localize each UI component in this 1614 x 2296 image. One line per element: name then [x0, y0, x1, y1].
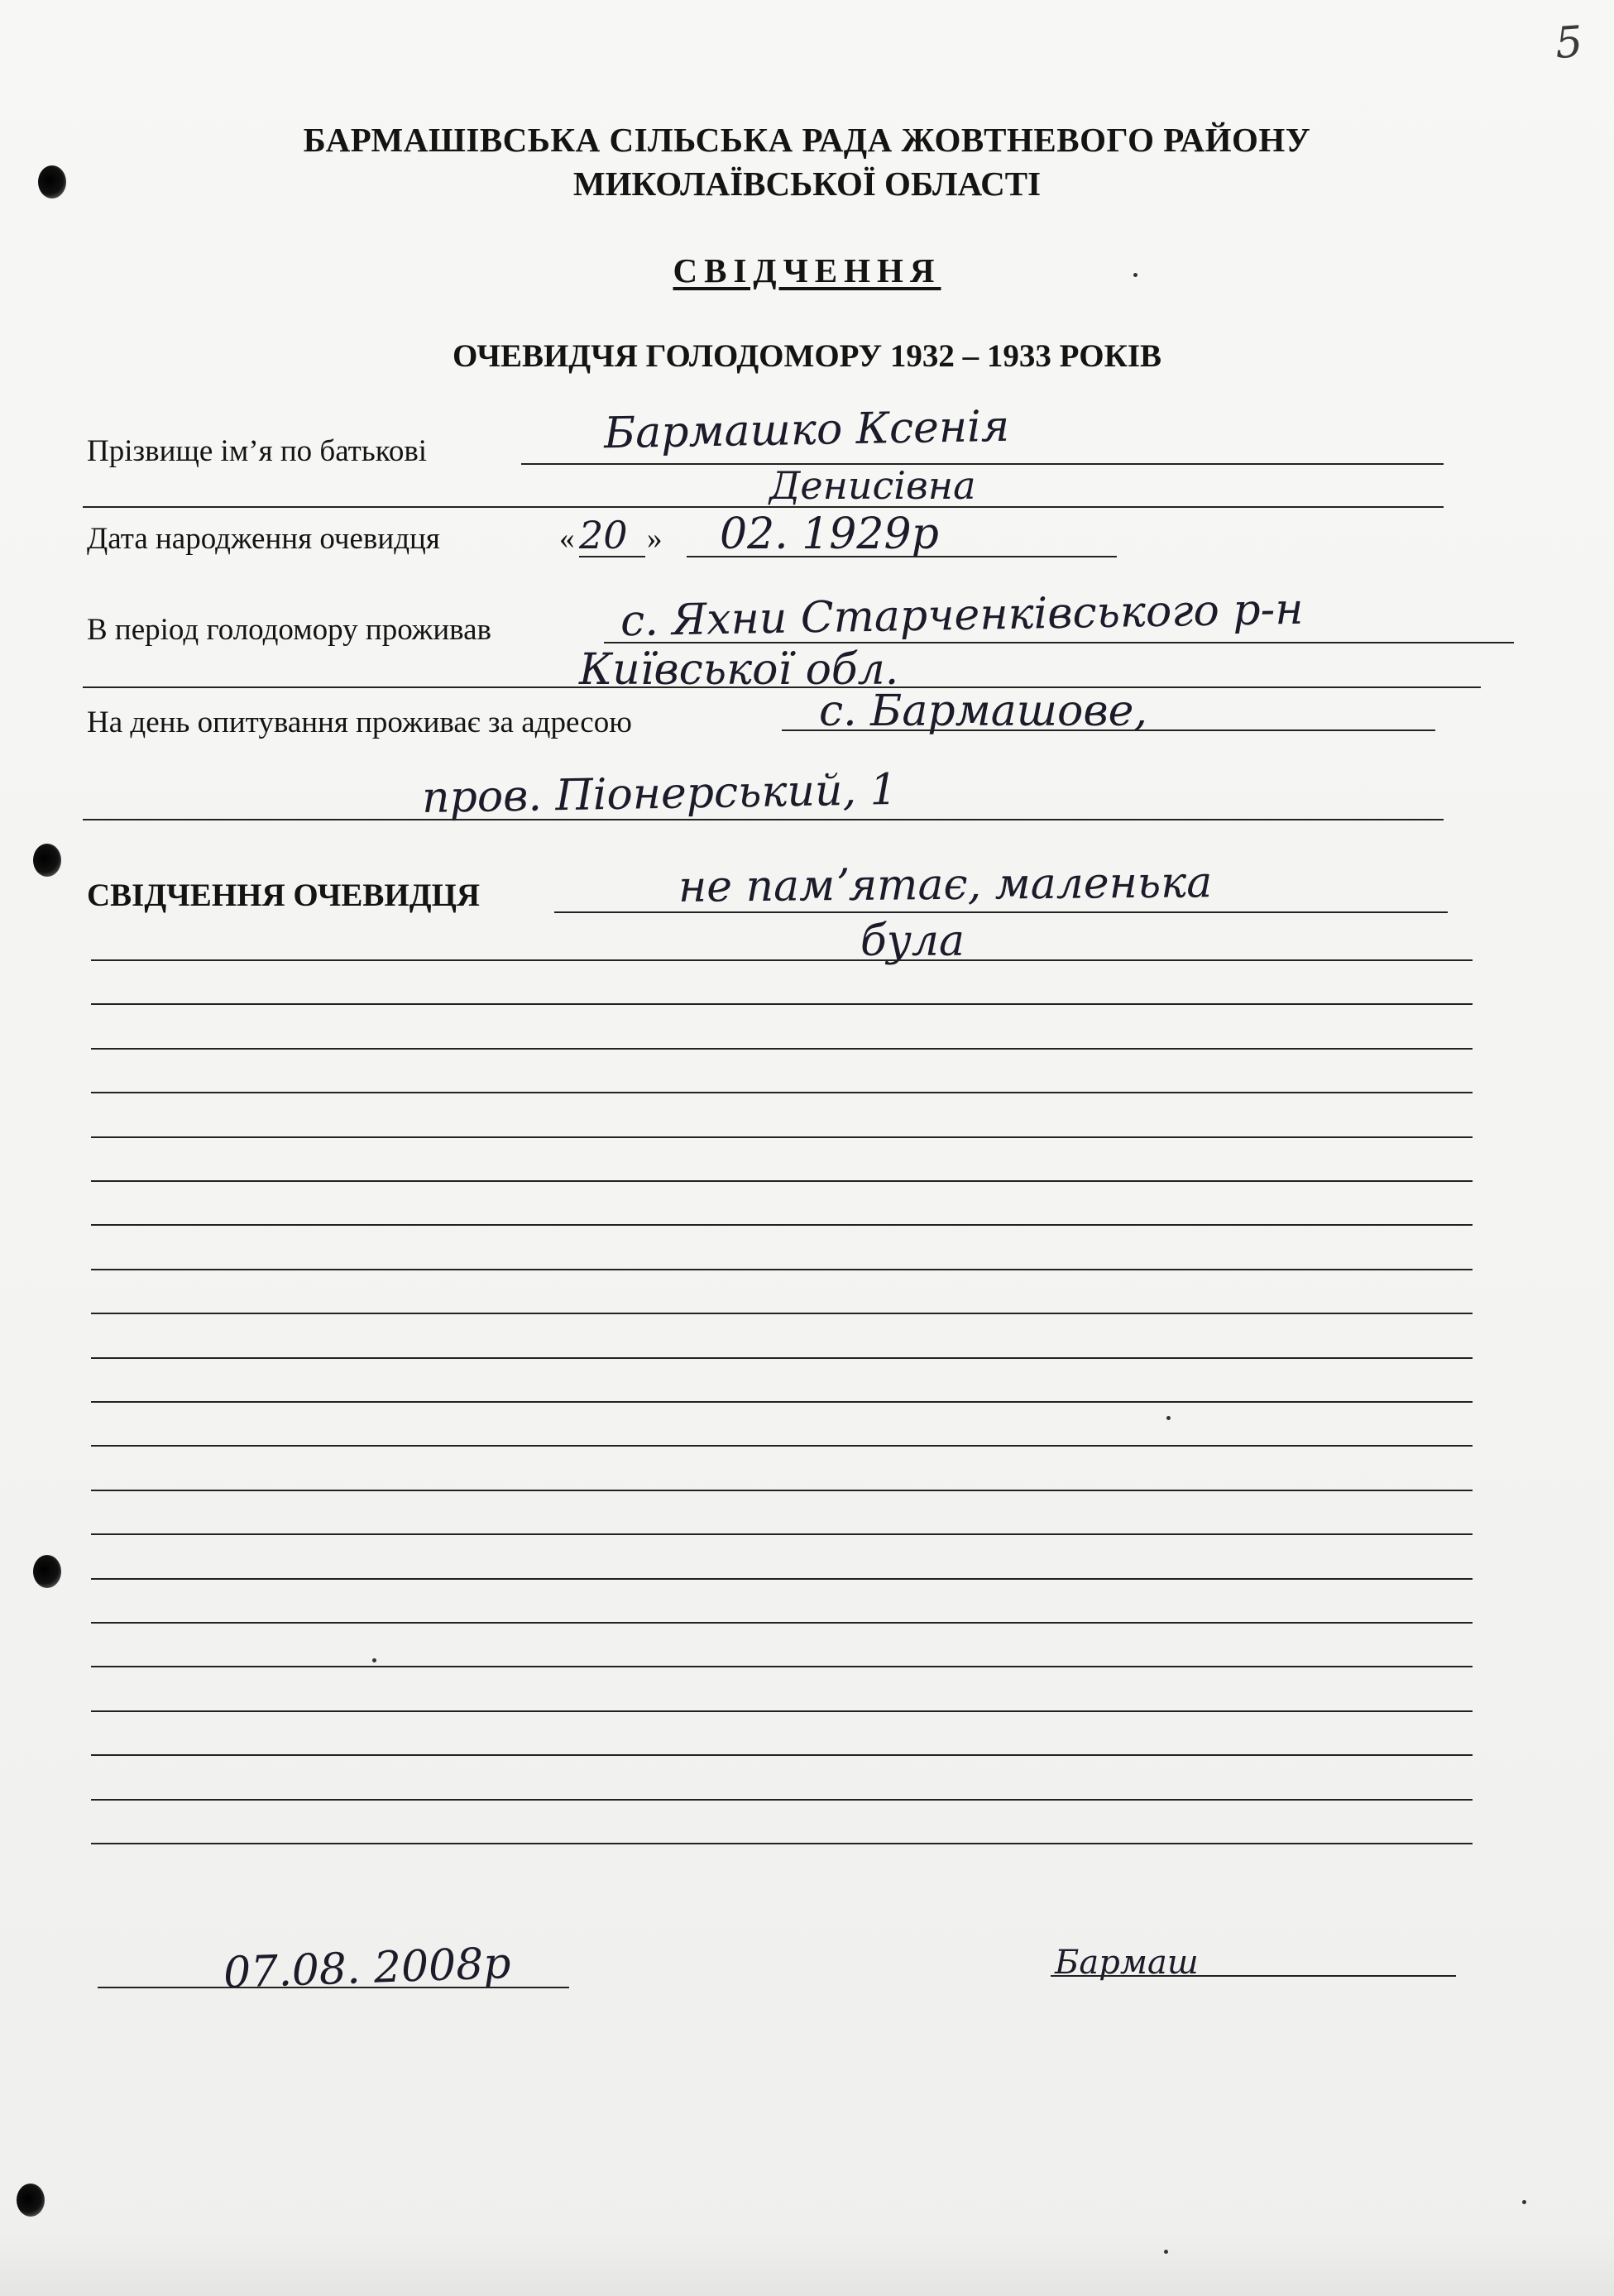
birth-date-quote-open: « — [559, 522, 575, 556]
blank-rule — [91, 1136, 1473, 1138]
punch-hole — [17, 2184, 45, 2217]
testimony-value-2: була — [860, 916, 965, 966]
signing-date: 07.08. 2008р — [223, 1938, 512, 1999]
blank-rule — [91, 1224, 1473, 1226]
blank-rule — [91, 1048, 1473, 1050]
paper-speck — [1166, 1416, 1171, 1420]
punch-hole — [33, 1555, 61, 1588]
blank-rule — [91, 959, 1473, 961]
document-title: СВІДЧЕННЯ — [673, 251, 941, 289]
famine-residence-rule — [604, 642, 1514, 643]
signature: Бармаш — [1055, 1944, 1199, 1982]
blank-rule — [91, 1269, 1473, 1270]
signing-date-rule — [98, 1987, 569, 1988]
famine-residence-value-2: Київської обл. — [579, 645, 899, 695]
birth-date-value: 02. 1929р — [720, 509, 939, 559]
famine-residence-label: В період голодомору проживав — [87, 613, 492, 647]
punch-hole — [33, 844, 61, 877]
birth-date-quote-close: » — [647, 522, 663, 556]
signature-rule — [1051, 1975, 1456, 1977]
blank-rule — [91, 1003, 1473, 1005]
paper-speck — [1133, 273, 1137, 277]
birth-day-value: 20 — [579, 513, 628, 557]
blank-rule — [91, 1666, 1473, 1667]
current-address-rule-2 — [83, 819, 1444, 820]
birth-date-label: Дата народження очевидця — [87, 522, 440, 556]
testimony-rule — [554, 911, 1448, 913]
current-address-value-2: пров. Піонерський, 1 — [421, 764, 898, 824]
full-name-rule — [521, 463, 1444, 465]
blank-rule — [91, 1357, 1473, 1359]
blank-rule — [91, 1401, 1473, 1403]
current-address-value: с. Бармашове, — [819, 686, 1147, 736]
famine-residence-rule-2 — [83, 686, 1481, 688]
testimony-label: СВІДЧЕННЯ ОЧЕВИДЦЯ — [87, 878, 481, 913]
full-name-value-2: Денисівна — [769, 463, 976, 508]
header-region: МИКОЛАЇВСЬКОЇ ОБЛАСТІ — [572, 165, 1042, 203]
blank-rule — [91, 1445, 1473, 1447]
testimony-value: не памʼятає, маленька — [678, 858, 1213, 912]
page-number: 5 — [1553, 17, 1585, 69]
paper-speck — [1522, 2200, 1526, 2204]
full-name-label: Прізвище імʼя по батькові — [87, 434, 428, 468]
blank-rule — [91, 1843, 1473, 1844]
blank-rule — [91, 1092, 1473, 1093]
current-address-label: На день опитування проживає за адресою — [87, 706, 632, 739]
famine-residence-value: с. Яхни Старченківського р-н — [620, 584, 1304, 647]
blank-rule — [91, 1180, 1473, 1182]
blank-rule — [91, 1622, 1473, 1624]
blank-rule — [91, 1710, 1473, 1712]
full-name-value: Бармашко Ксенія — [603, 401, 1010, 459]
scan-edge — [0, 2233, 1614, 2296]
blank-rule — [91, 1578, 1473, 1580]
header-council: БАРМАШІВСЬКА СІЛЬСЬКА РАДА ЖОВТНЕВОГО РАЙОНУ — [303, 121, 1311, 159]
birth-date-rule — [687, 556, 1117, 557]
blank-rule — [91, 1799, 1473, 1801]
blank-rule — [91, 1490, 1473, 1491]
document-subtitle: ОЧЕВИДЧЯ ГОЛОДОМОРУ 1932 – 1933 РОКІВ — [452, 338, 1162, 374]
current-address-rule — [782, 729, 1435, 731]
blank-rule — [91, 1754, 1473, 1756]
full-name-rule-2 — [83, 506, 1444, 508]
birth-day-rule — [579, 556, 645, 557]
paper-speck — [372, 1658, 376, 1662]
blank-rule — [91, 1313, 1473, 1314]
blank-rule — [91, 1533, 1473, 1535]
